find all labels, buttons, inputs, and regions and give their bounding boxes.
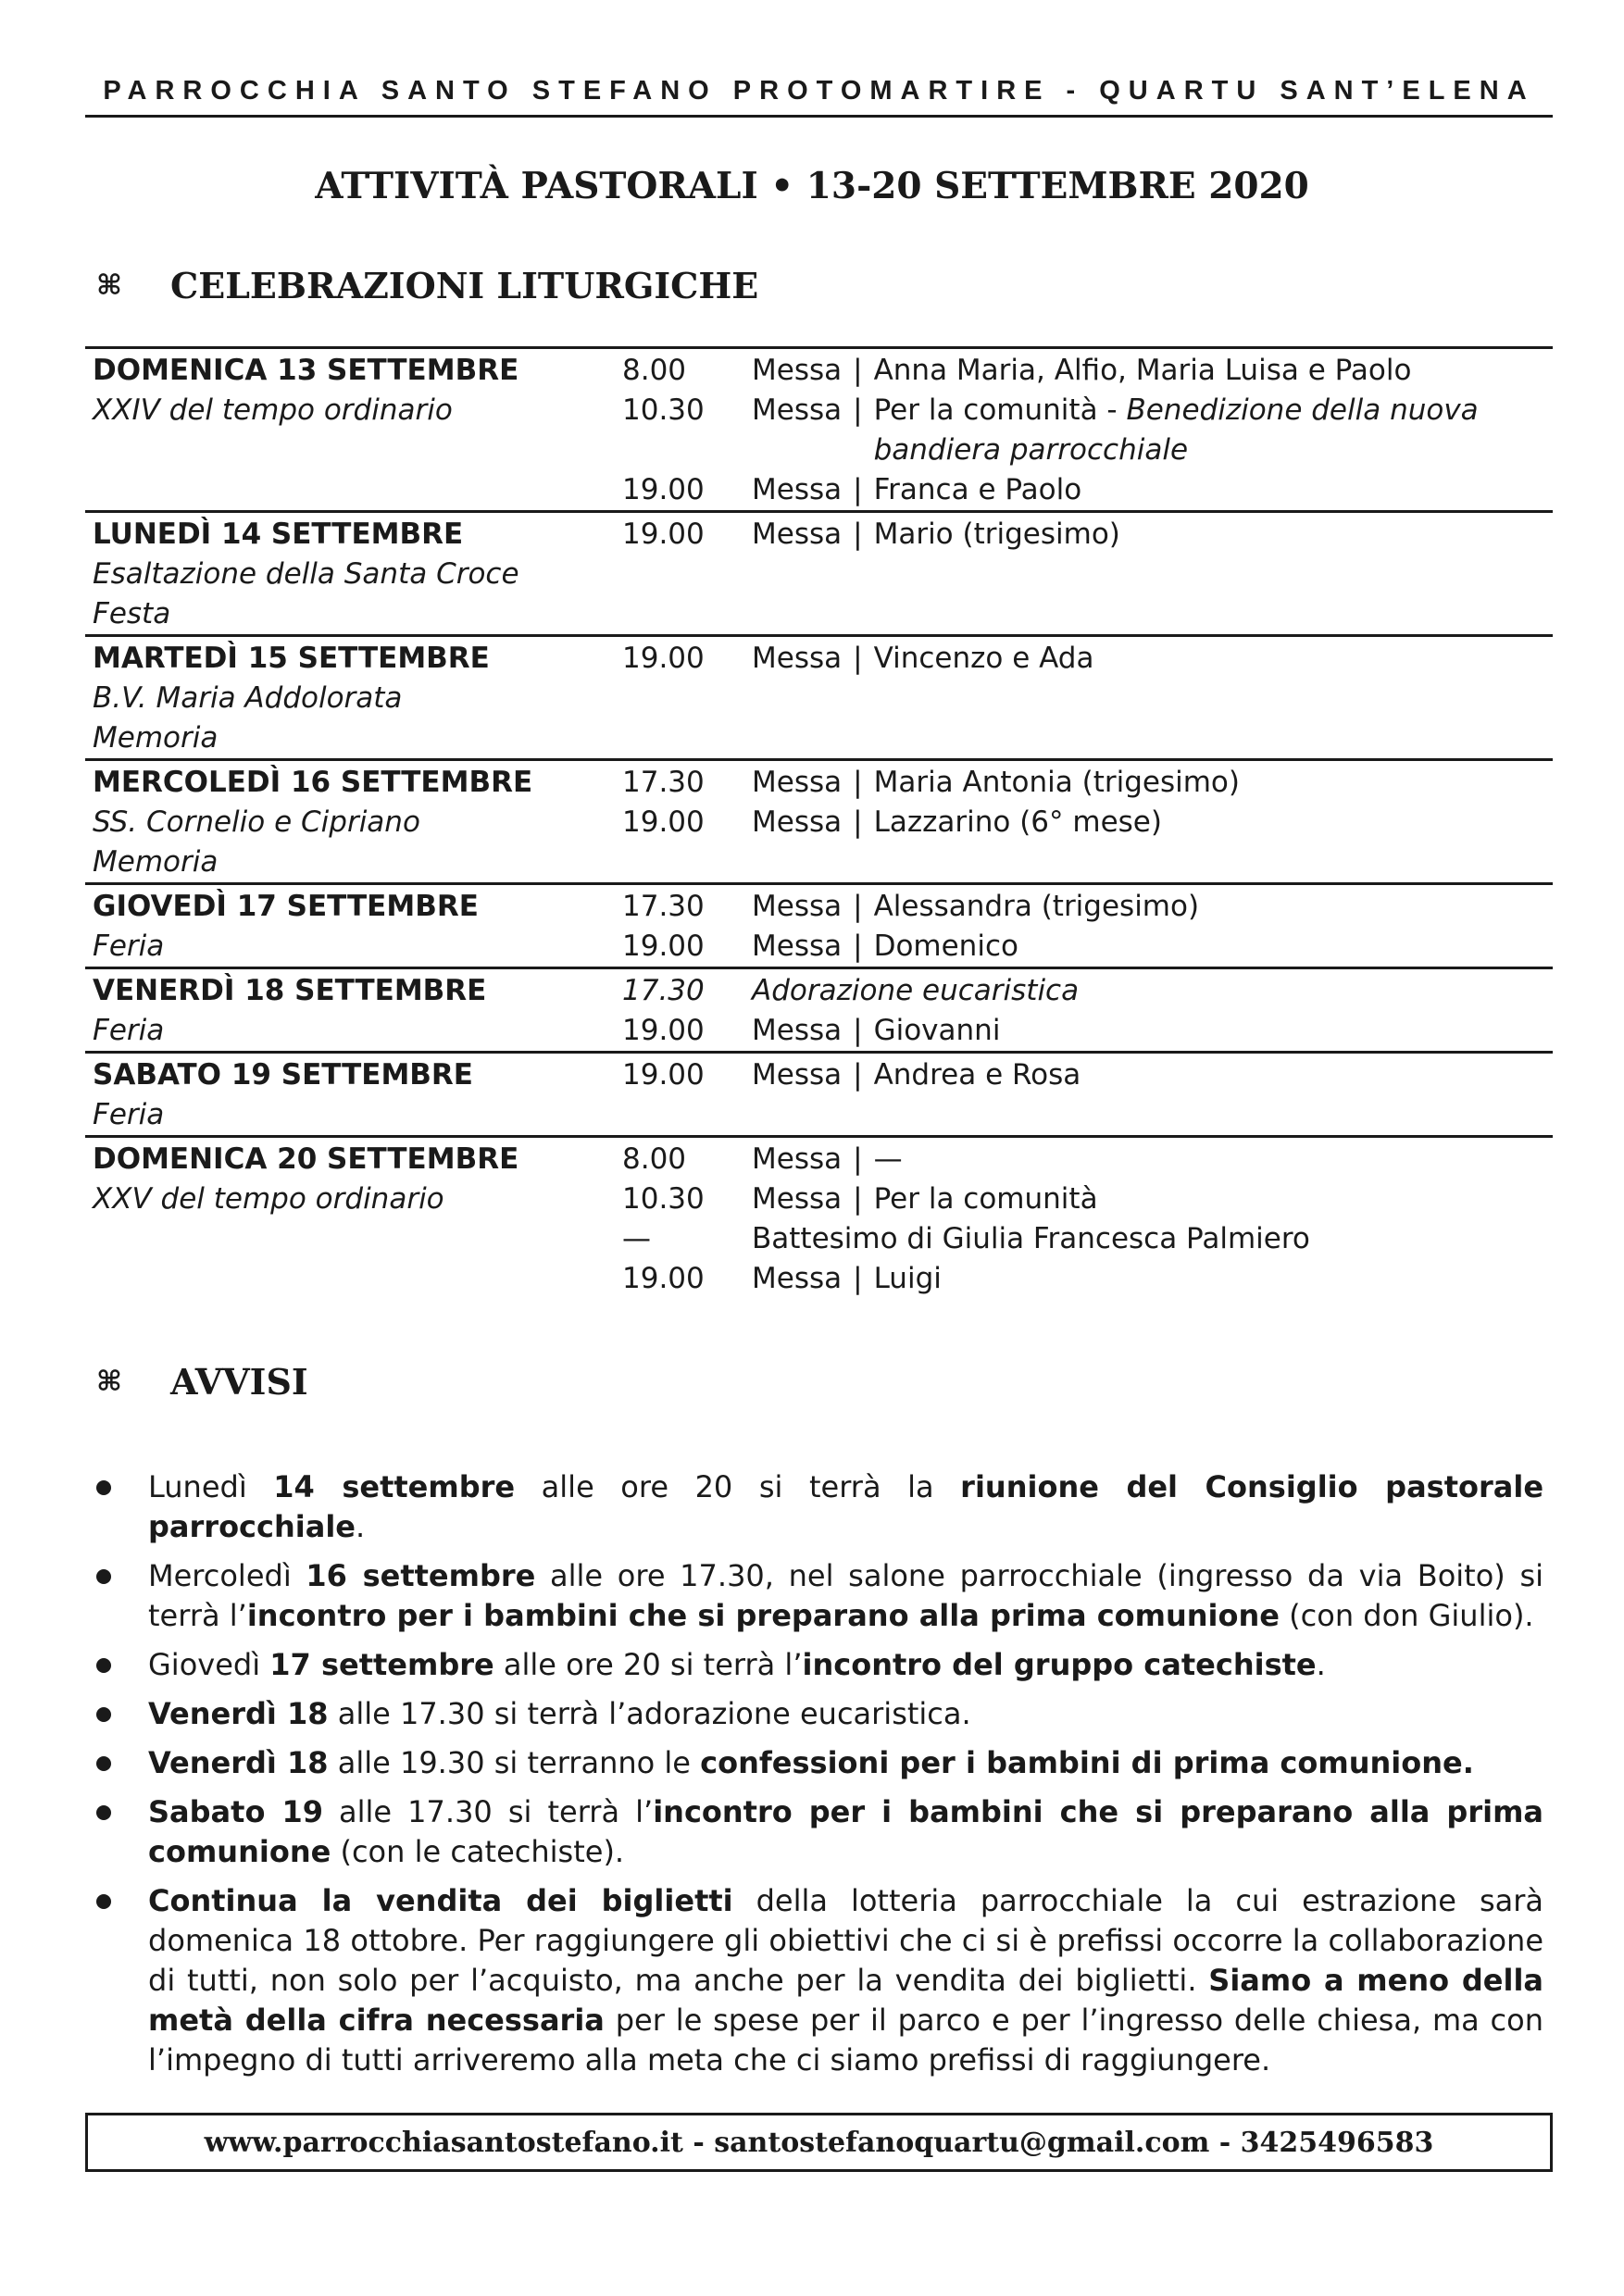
notice-text: Continua la vendita dei biglietti: [148, 1883, 733, 1918]
event-type: Adorazione eucaristica: [752, 974, 1080, 1007]
footer-contacts: www.parrocchiasantostefano.it - santostefanoquartu@gmail.com - 3425496583: [85, 2113, 1553, 2172]
event-body: [752, 639, 1093, 679]
bullet-icon: [96, 1569, 111, 1584]
day-name: VENERDÌ 18 SETTEMBRE: [93, 974, 487, 1007]
events-list: [622, 887, 1553, 967]
notice-item: [96, 1792, 1543, 1872]
bullet-icon: [96, 1756, 111, 1771]
notice-text: 14 settembre: [273, 1469, 516, 1504]
day-name: MARTEDÌ 15 SETTEMBRE: [93, 642, 490, 675]
day-name: DOMENICA 20 SETTEMBRE: [93, 1142, 519, 1176]
notice-text: (con don Giulio).: [1279, 1598, 1534, 1633]
liturgical-note: Feria: [93, 930, 165, 963]
event-type: Messa: [752, 930, 843, 963]
event-type: Messa: [752, 1014, 843, 1047]
schedule-table: [85, 346, 1553, 1299]
notices-list: [96, 1467, 1543, 2090]
event-time: —: [622, 1222, 651, 1255]
event-type: Messa: [752, 1182, 843, 1216]
event-body: [752, 470, 1081, 510]
notice-text: Venerdì 18: [148, 1696, 329, 1731]
event-time: 10.30: [622, 1182, 705, 1216]
day-row: [85, 634, 1553, 758]
events-list: [622, 763, 1553, 882]
event-body: [752, 515, 1120, 555]
event-type: Messa: [752, 1058, 843, 1092]
event-type: Messa: [752, 393, 843, 427]
event-type: Messa: [752, 518, 843, 551]
event-type: Messa: [752, 642, 843, 675]
event-text: Luigi: [873, 1262, 942, 1295]
event-time: 8.00: [622, 1142, 687, 1176]
event-detail: [874, 763, 1240, 803]
event-time: 10.30: [622, 393, 705, 427]
event-text: Mario (trigesimo): [873, 518, 1120, 551]
notice-text: alle 17.30 si terrà l’adorazione eucaristica.: [328, 1696, 971, 1731]
event: [622, 1140, 1553, 1179]
day-row: [85, 1135, 1553, 1299]
event-body: [752, 1011, 1000, 1051]
event-detail: [874, 1055, 1081, 1095]
event-separator: |: [853, 1058, 863, 1092]
event-text: Maria Antonia (trigesimo): [873, 766, 1240, 799]
event-text: Alessandra (trigesimo): [873, 890, 1200, 923]
day-row: [85, 882, 1553, 967]
event-body: [752, 1259, 942, 1299]
event-separator: |: [853, 805, 863, 839]
notice-text: (con le catechiste).: [331, 1834, 625, 1869]
event-separator: |: [853, 1142, 863, 1176]
event-text: Vincenzo e Ada: [873, 642, 1094, 675]
events-list: [622, 351, 1553, 510]
notice-text: 16 settembre: [306, 1558, 536, 1593]
event-separator: |: [853, 1182, 863, 1216]
notice-text: incontro del gruppo catechiste: [802, 1647, 1317, 1682]
liturgical-note: Feria: [93, 1014, 165, 1047]
event-type: Messa: [752, 1262, 843, 1295]
day-row: [85, 346, 1553, 510]
day-row: [85, 758, 1553, 882]
event-detail: [874, 1140, 903, 1179]
bullet-icon: [96, 1894, 111, 1909]
event: [622, 763, 1553, 803]
event-body: [752, 1219, 1310, 1259]
bullet-icon: [96, 1658, 111, 1673]
notice-item: [96, 1556, 1543, 1636]
liturgical-note: SS. Cornelio e Cipriano: [93, 805, 420, 839]
event-time: 19.00: [622, 805, 705, 839]
event-time: 19.00: [622, 1014, 705, 1047]
event-text: Giovanni: [873, 1014, 1001, 1047]
notice-text: .: [356, 1509, 366, 1544]
day-info: [85, 639, 622, 758]
event: [622, 887, 1553, 927]
notice-text: Siamo a meno della metà della cifra necessaria: [148, 1963, 1543, 2038]
event-time: 17.30: [622, 974, 705, 1007]
notice-text: riunione del Consiglio pastorale parrocchiale: [148, 1469, 1544, 1544]
star-icon: ⌘: [96, 1366, 122, 1398]
event-detail: [874, 927, 1018, 967]
notice-item: [96, 1881, 1543, 2080]
event-detail: [874, 1259, 942, 1299]
event-separator: |: [853, 1014, 863, 1047]
event-separator: |: [853, 930, 863, 963]
event-detail: [874, 803, 1162, 842]
event-body: [752, 927, 1018, 967]
day-info: [85, 1055, 622, 1135]
event-body: [752, 803, 1162, 842]
events-list: [622, 639, 1553, 758]
notice-item: [96, 1743, 1543, 1783]
notice-text: incontro per i bambini che si preparano alla prima comunione: [246, 1598, 1280, 1633]
event-time: 17.30: [622, 766, 705, 799]
event-detail: [874, 470, 1082, 510]
event-separator: |: [853, 354, 863, 387]
bullet-icon: [96, 1805, 111, 1820]
event-time: 19.00: [622, 473, 705, 506]
event-type: Messa: [752, 805, 843, 839]
event-time: 19.00: [622, 642, 705, 675]
event-separator: |: [853, 890, 863, 923]
event: [622, 927, 1553, 967]
notice-text: alle 17.30 si terrà l’: [322, 1794, 654, 1829]
event-time: 19.00: [622, 518, 705, 551]
section-heading-avvisi: [96, 1361, 308, 1403]
notice-text: alle ore 20 si terrà l’: [493, 1647, 803, 1682]
event-separator: |: [853, 473, 863, 506]
event-detail: [874, 351, 1412, 391]
notice-item: [96, 1467, 1543, 1547]
star-icon: ⌘: [96, 269, 122, 302]
event-body: [752, 391, 1541, 470]
event-body: [752, 887, 1199, 927]
events-list: [622, 971, 1553, 1051]
event-body: [752, 971, 1079, 1011]
liturgical-note: Memoria: [93, 845, 219, 879]
day-row: [85, 1051, 1553, 1135]
bullet-icon: [96, 1707, 111, 1722]
event-time: 8.00: [622, 354, 687, 387]
event-type: Messa: [752, 1142, 843, 1176]
event-detail: [874, 1011, 1001, 1051]
notice-text: Lunedì: [148, 1469, 274, 1504]
notice-item: [96, 1694, 1543, 1734]
event-detail: [874, 639, 1094, 679]
event-time: 19.00: [622, 1058, 705, 1092]
event-type: Messa: [752, 766, 843, 799]
event-text: —: [873, 1142, 903, 1176]
liturgical-note: Esaltazione della Santa Croce: [93, 557, 519, 591]
parish-header: PARROCCHIA SANTO STEFANO PROTOMARTIRE - QUARTU SANT’ELENA: [103, 76, 1535, 106]
event-detail: [874, 391, 1541, 470]
event-type: Battesimo di Giulia Francesca Palmiero: [752, 1222, 1310, 1255]
day-info: [85, 763, 622, 882]
event-text: Lazzarino (6° mese): [873, 805, 1162, 839]
event-text: Domenico: [873, 930, 1018, 963]
event: [622, 1011, 1553, 1051]
event-separator: |: [853, 766, 863, 799]
event-detail: [874, 1179, 1098, 1219]
notice-text: incontro per i bambini che si preparano alla prima comunione: [148, 1794, 1544, 1869]
day-name: LUNEDÌ 14 SETTEMBRE: [93, 518, 464, 551]
liturgical-note: Feria: [93, 1098, 165, 1131]
notice-text: Giovedì: [148, 1647, 270, 1682]
event: [622, 470, 1553, 510]
day-info: [85, 515, 622, 634]
day-name: DOMENICA 13 SETTEMBRE: [93, 354, 519, 387]
event: [622, 1055, 1553, 1095]
event-body: [752, 763, 1240, 803]
liturgical-note: B.V. Maria Addolorata: [93, 681, 403, 715]
event-type: Messa: [752, 473, 843, 506]
section-heading-label: AVVISI: [170, 1361, 308, 1403]
notice-text: Mercoledì: [148, 1558, 306, 1593]
notice-text: confessioni per i bambini di prima comunione.: [700, 1745, 1474, 1780]
event: [622, 1179, 1553, 1219]
day-info: [85, 971, 622, 1051]
day-row: [85, 510, 1553, 634]
notice-text: .: [1316, 1647, 1326, 1682]
liturgical-note: Festa: [93, 597, 171, 630]
event: [622, 351, 1553, 391]
event: [622, 639, 1553, 679]
notice-text: alle ore 17.30, nel salone parrocchiale (ingresso da via Boito) si terrà l’: [148, 1558, 1544, 1633]
page-title: ATTIVITÀ PASTORALI • 13-20 SETTEMBRE 2020: [315, 165, 1309, 207]
event-time: 19.00: [622, 930, 705, 963]
event-text: Per la comunità -: [873, 393, 1118, 427]
liturgical-note: Memoria: [93, 721, 219, 755]
event-text: Anna Maria, Alfio, Maria Luisa e Paolo: [873, 354, 1412, 387]
event-time: 17.30: [622, 890, 705, 923]
notice-text: 17 settembre: [269, 1647, 494, 1682]
event-body: [752, 1179, 1098, 1219]
events-list: [622, 515, 1553, 634]
header-divider: [85, 115, 1553, 118]
event-body: [752, 1140, 903, 1179]
notice-text: alle ore 20 si terrà la: [515, 1469, 961, 1504]
event-separator: |: [853, 642, 863, 675]
notice-item: [96, 1645, 1543, 1685]
event-note: Benedizione della nuova bandiera parrocchiale: [873, 393, 1479, 467]
event-time: 19.00: [622, 1262, 705, 1295]
day-name: SABATO 19 SETTEMBRE: [93, 1058, 473, 1092]
liturgical-note: XXIV del tempo ordinario: [93, 393, 453, 427]
event: [622, 1259, 1553, 1299]
event-separator: |: [853, 518, 863, 551]
events-list: [622, 1140, 1553, 1299]
event: [622, 803, 1553, 842]
event-separator: |: [853, 1262, 863, 1295]
event: [622, 1219, 1553, 1259]
notice-text: della lotteria parrocchiale la cui estrazione sarà domenica 18 ottobre. Per raggiungere gli obiettivi che ci si è prefissi occorre la collaborazione di tutti, non solo per l’acquisto, ma anche per la vendita dei biglietti.: [148, 1883, 1544, 1998]
event-type: Messa: [752, 354, 843, 387]
liturgical-note: XXV del tempo ordinario: [93, 1182, 444, 1216]
section-heading-label: CELEBRAZIONI LITURGICHE: [170, 265, 759, 306]
event-body: [752, 351, 1411, 391]
event-text: Per la comunità: [873, 1182, 1098, 1216]
day-row: [85, 967, 1553, 1051]
day-info: [85, 887, 622, 967]
event-separator: |: [853, 393, 863, 427]
notice-text: alle 19.30 si terranno le: [328, 1745, 701, 1780]
notice-text: Sabato 19: [148, 1794, 323, 1829]
notice-text: Venerdì 18: [148, 1745, 329, 1780]
event-text: Andrea e Rosa: [873, 1058, 1081, 1092]
event: [622, 971, 1553, 1011]
bullet-icon: [96, 1480, 111, 1495]
day-name: GIOVEDÌ 17 SETTEMBRE: [93, 890, 479, 923]
notice-text: per le spese per il parco e per l’ingresso delle chiesa, ma con l’impegno di tutti arriveremo alla meta che ci siamo prefissi di raggiungere.: [148, 2003, 1544, 2078]
section-heading-celebrazioni: [96, 265, 758, 306]
event-detail: [874, 887, 1200, 927]
event-type: Messa: [752, 890, 843, 923]
event-text: Franca e Paolo: [873, 473, 1082, 506]
event-body: [752, 1055, 1081, 1095]
event-detail: [874, 515, 1120, 555]
event: [622, 515, 1553, 555]
events-list: [622, 1055, 1553, 1135]
day-name: MERCOLEDÌ 16 SETTEMBRE: [93, 766, 533, 799]
event: [622, 391, 1553, 470]
day-info: [85, 351, 622, 510]
day-info: [85, 1140, 622, 1299]
